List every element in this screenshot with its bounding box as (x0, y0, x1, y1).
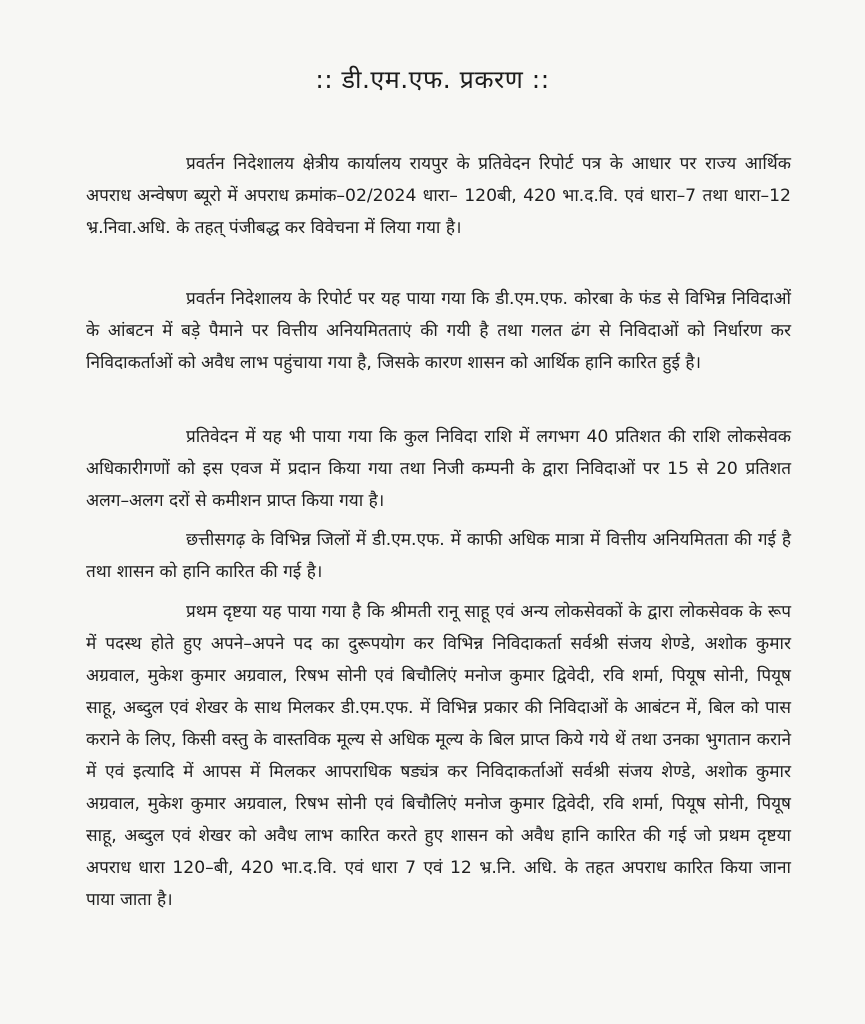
document-title: :: डी.एम.एफ. प्रकरण :: (315, 65, 550, 94)
paragraph-ed-report: प्रवर्तन निदेशालय क्षेत्रीय कार्यालय रायपुर के प्रतिवेदन रिपोर्ट पत्र के आधार पर राज्य आर्थिक अपराध अन्वेषण ब्यूरो में अपराध क्रमांक–02/2024 धारा– 120बी, 420 भा.द.वि. एवं धारा–7 तथा धारा–12 भ्र.निवा.अधि. के तहत् पंजीबद्ध कर विवेचना में लिया गया है। (86, 154, 791, 238)
paragraph-prima-facie: प्रथम दृष्टया यह पाया गया है कि श्रीमती रानू साहू एवं अन्य लोकसेवकों के द्वारा लोकसेवक के रूप में पदस्थ होते हुए अपने–अपने पद का दुरूपयोग कर विभिन्न निविदाकर्ता सर्वश्री संजय शेण्डे, अशोक कुमार अग्रवाल, मुकेश कुमार अग्रवाल, रिषभ सोनी एवं बिचौलिएं मनोज कुमार द्विवेदी, रवि शर्मा, पियूष सोनी, पियूष साहू, अब्दुल एवं शेखर के साथ मिलकर डी.एम.एफ. में विभिन्न प्रकार की निविदाओं के आबंटन में, बिल को पास कराने के लिए, किसी वस्तु के वास्तविक मूल्य से अधिक मूल्य के बिल प्राप्त किये गये थें तथा उनका भुगतान कराने में एवं इत्यादि में आपस में मिलकर आपराधिक षड्यंत्र कर निविदाकर्ताओं सर्वश्री संजय शेण्डे, अशोक कुमार अग्रवाल, मुकेश कुमार अग्रवाल, रिषभ सोनी एवं बिचौलिएं मनोज कुमार द्विवेदी, रवि शर्मा, पियूष सोनी, पियूष साहू, अब्दुल एवं शेखर को अवैध लाभ कारित करते हुए शासन को अवैध हानि कारित की गई जो प्रथम दृष्टया अपराध धारा 120–बी, 420 भा.द.वि. एवं धारा 7 एवं 12 भ्र.नि. अधि. के तहत अपराध कारित किया जाना पाया जाता है। (86, 602, 791, 910)
paragraph-chhattisgarh: छत्तीसगढ़ के विभिन्न जिलों में डी.एम.एफ. में काफी अधिक मात्रा में वित्तीय अनियमितता की गई है तथा शासन को हानि कारित की गई है। (86, 530, 791, 582)
paragraph-korba-fund: प्रवर्तन निदेशालय के रिपोर्ट पर यह पाया गया कि डी.एम.एफ. कोरबा के फंड से विभिन्न निविदाओं के आंबटन में बड़े पैमाने पर वित्तीय अनियमितताएं की गयी है तथा गलत ढंग से निविदाओं को निर्धारण कर निविदाकर्ताओं को अवैध लाभ पहुंचाया गया है, जिसके कारण शासन को आर्थिक हानि कारित हुई है। (86, 289, 791, 373)
paragraph-commission: प्रतिवेदन में यह भी पाया गया कि कुल निविदा राशि में लगभग 40 प्रतिशत की राशि लोकसेवक अधिकारीगणों को इस एवज में प्रदान किया गया तथा निजी कम्पनी के द्वारा निविदाओं पर 15 से 20 प्रतिशत अलग–अलग दरों से कमीशन प्राप्त किया गया है। (86, 427, 791, 511)
